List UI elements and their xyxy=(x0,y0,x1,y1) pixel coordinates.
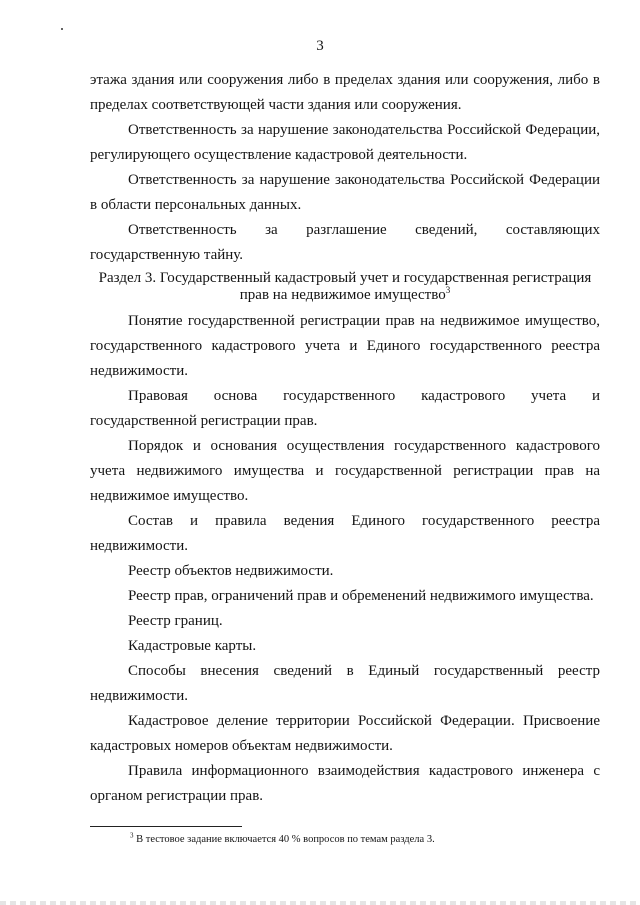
paragraph: Состав и правила ведения Единого государственного реестра недвижимости. xyxy=(90,513,600,554)
paragraph: Способы внесения сведений в Единый государственный реестр недвижимости. xyxy=(90,663,600,704)
paragraph: Реестр объектов недвижимости. xyxy=(128,563,334,579)
paragraph: Правовая основа государственного кадастрового учета и государственной регистрации прав. xyxy=(90,388,600,429)
paragraph: Правила информационного взаимодействия кадастрового инженера с органом регистрации прав. xyxy=(90,763,600,804)
scan-speck xyxy=(61,28,63,30)
paragraph: Ответственность за разглашение сведений, составляющих государственную тайну. xyxy=(90,222,600,263)
footnote-divider xyxy=(90,826,242,827)
paragraph: Ответственность за нарушение законодательства Российской Федерации, регулирующего осуществление кадастровой деятельности. xyxy=(90,122,600,163)
document-body xyxy=(90,68,600,809)
footnote-text: В тестовое задание включается 40 % вопросов по темам раздела 3. xyxy=(133,834,435,845)
scan-edge xyxy=(0,901,640,905)
footnote-marker: 3 xyxy=(130,831,134,840)
paragraph: Кадастровые карты. xyxy=(128,638,257,654)
paragraph: Реестр прав, ограничений прав и обременений недвижимого имущества. xyxy=(128,588,594,604)
paragraph: Понятие государственной регистрации прав на недвижимое имущество, государственного кадастрового учета и Единого государственного реестра недвижимости. xyxy=(90,313,600,379)
footnote xyxy=(130,833,435,847)
paragraph: Ответственность за нарушение законодательства Российской Федерации в области персональных данных. xyxy=(90,172,600,213)
paragraph: Кадастровое деление территории Российской Федерации. Присвоение кадастровых номеров объектам недвижимости. xyxy=(90,713,600,754)
paragraph-continuation: этажа здания или сооружения либо в пределах здания или сооружения, либо в пределах соответствующей части здания или сооружения. xyxy=(90,72,600,113)
page-number: 3 xyxy=(316,38,324,54)
section-heading-line1: Раздел 3. Государственный кадастровый учет и государственная регистрация xyxy=(98,270,592,286)
paragraph: Порядок и основания осуществления государственного кадастрового учета недвижимого имущества и государственной регистрации прав на недвижимое имущество. xyxy=(90,438,600,504)
section-heading xyxy=(90,268,600,309)
section-heading-line2-text: прав на недвижимое имущество xyxy=(239,287,446,303)
paragraph: Реестр границ. xyxy=(128,613,223,629)
footnote-reference: 3 xyxy=(445,285,451,295)
section-heading-line2 xyxy=(90,287,600,304)
